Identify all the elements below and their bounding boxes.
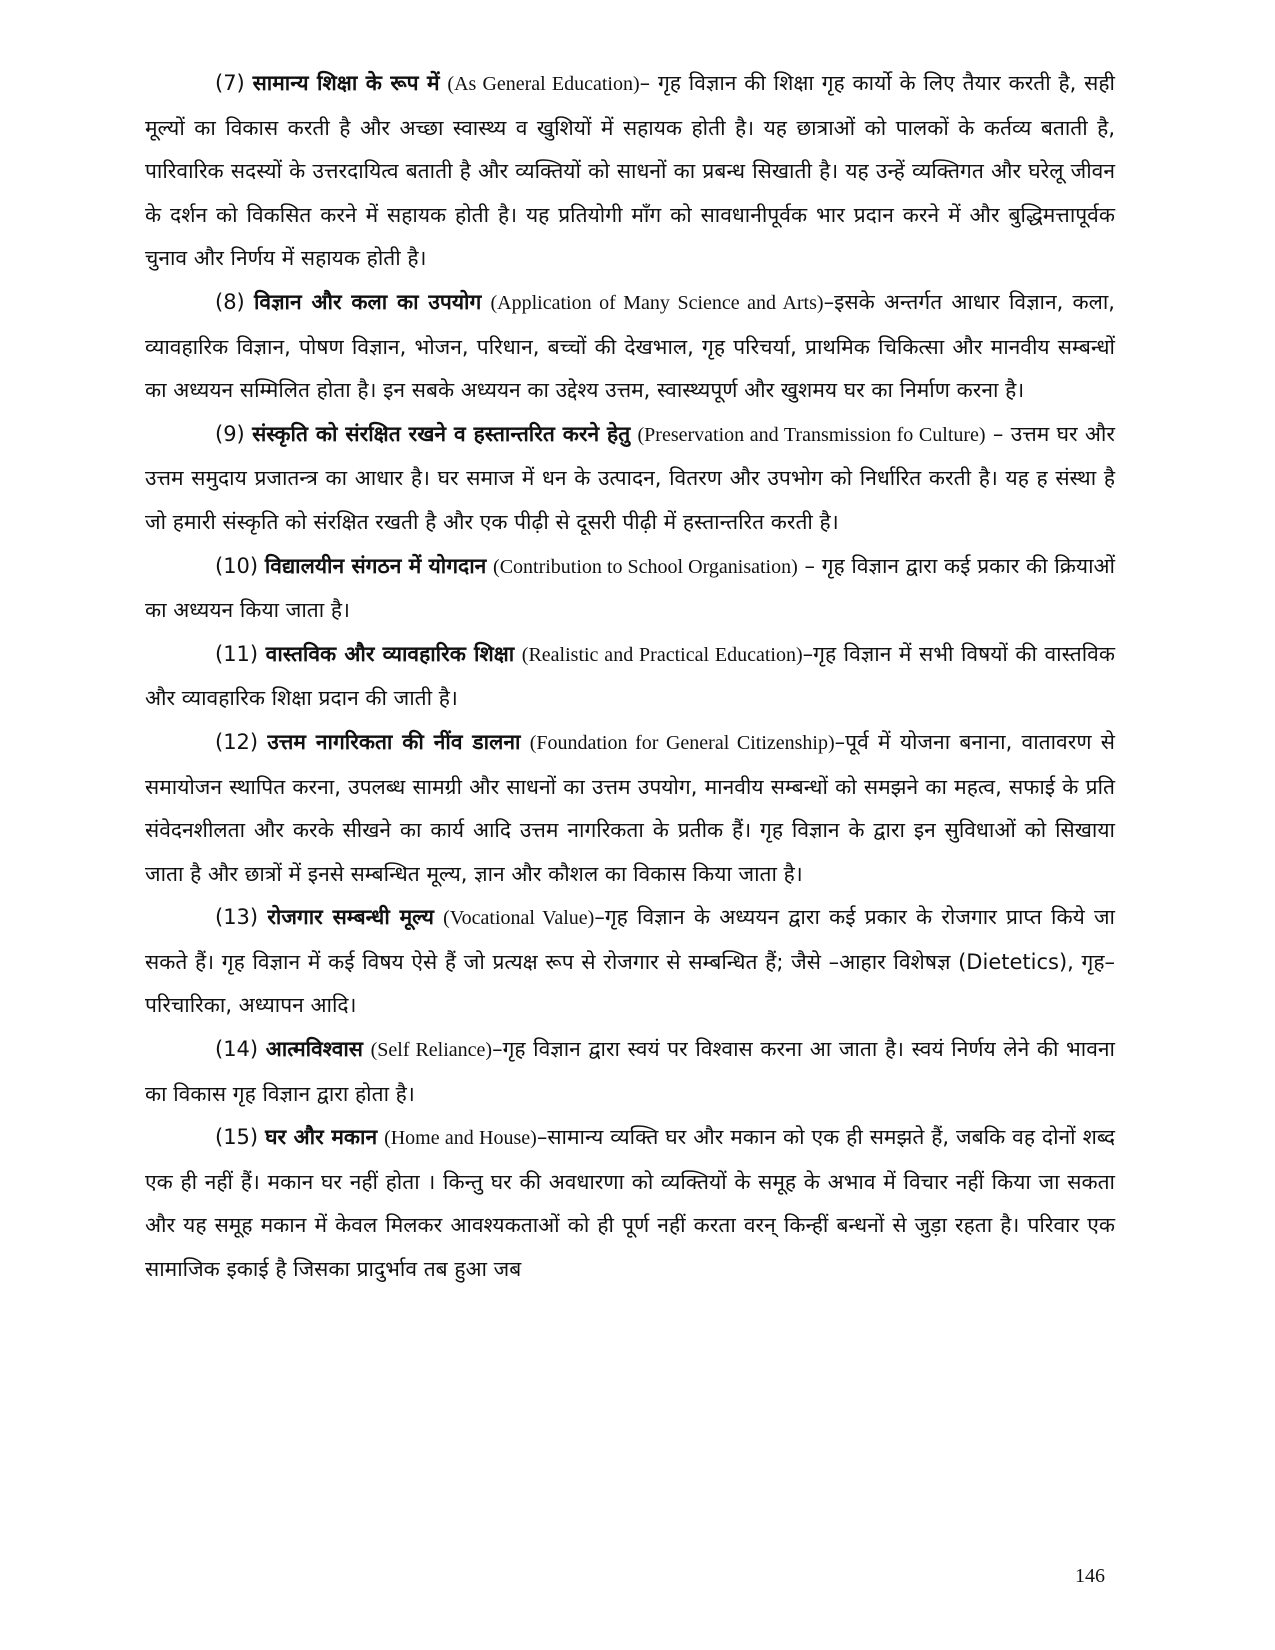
section-heading: संस्कृति को संरक्षित रखने व हस्तान्तरित करने हेतु [252, 421, 631, 446]
section-body: –पूर्व में योजना बनाना, वातावरण से समायोजन स्थापित करना, उपलब्ध सामग्री और साधनों का उत्तम उपयोग, मानवीय सम्बन्धों को समझने का महत्व, सफाई के प्रति संवेदनशीलता और करके सीखने का कार्य आदि उत्तम नागरिकता के प्रतीक हैं। गृह विज्ञान के द्वारा इन सुविधाओं को सिखाया जाता है और छात्रों में इनसे सम्बन्धित मूल्य, ज्ञान और कौशल का विकास किया जाता है। [145, 729, 1115, 886]
section-body: – गृह विज्ञान की शिक्षा गृह कार्यो के लिए तैयार करती है, सही मूल्यों का विकास करती है और अच्छा स्वास्थ्य व खुशियों में सहायक होती है। यह छात्राओं को पालकों के कर्तव्य बताती है, पारिवारिक सदस्यों के उत्तरदायित्व बताती है और व्यक्तियों को साधनों का प्रबन्ध सिखाती है। यह उन्हें व्यक्तिगत और घरेलू जीवन के दर्शन को विकसित करने में सहायक होती है। यह प्रतियोगी माँग को सावधानीपूर्वक भार प्रदान करने में और बुद्धिमत्तापूर्वक चुनाव और निर्णय में सहायक होती है। [145, 71, 1115, 271]
section-number: (11) [215, 641, 259, 666]
section-number: (13) [215, 905, 259, 930]
section-body: – गृह विज्ञान द्वारा कई प्रकार की क्रियाओं का अध्ययन किया जाता है। [145, 553, 1115, 623]
section-number: (8) [215, 289, 245, 314]
section-number: (15) [215, 1125, 259, 1150]
section-8 [145, 281, 1115, 413]
section-body: – उत्तम घर और उत्तम समुदाय प्रजातन्त्र का आधार है। घर समाज में धन के उत्पादन, वितरण और उपभोग को निर्धारित करती है। यह ह संस्था है जो हमारी संस्कृति को संरक्षित रखती है और एक पीढ़ी से दूसरी पीढ़ी में हस्तान्तरित करती है। [145, 421, 1115, 534]
page-number: 146 [1075, 1565, 1105, 1587]
section-heading: विद्यालयीन संगठन में योगदान [264, 553, 487, 578]
section-english-title: (Preservation and Transmission fo Culture) [637, 423, 986, 446]
section-13 [145, 896, 1115, 1028]
section-heading: उत्तम नागरिकता की नींव डालना [267, 729, 521, 754]
section-number: (10) [215, 553, 259, 578]
section-english-title: (Realistic and Practical Education) [521, 643, 803, 666]
section-english-title: (Home and House) [384, 1127, 537, 1150]
section-number: (14) [215, 1037, 259, 1062]
section-heading: विज्ञान और कला का उपयोग [253, 289, 482, 314]
section-english-title: (As General Education) [447, 73, 640, 95]
section-number: (12) [215, 729, 259, 754]
section-12 [145, 721, 1115, 896]
section-9 [145, 413, 1115, 545]
section-english-title: (Foundation for General Citizenship) [529, 731, 835, 754]
section-14 [145, 1028, 1115, 1116]
section-body: –इसके अन्तर्गत आधार विज्ञान, कला, व्यावहारिक विज्ञान, पोषण विज्ञान, भोजन, परिधान, बच्चों की देखभाल, गृह परिचर्या, प्राथमिक चिकित्सा और मानवीय सम्बन्धों का अध्ययन सम्मिलित होता है। इन सबके अध्ययन का उद्देश्य उत्तम, स्वास्थ्यपूर्ण और खुशमय घर का निर्माण करना है। [145, 289, 1115, 403]
section-10 [145, 545, 1115, 633]
section-body: –गृह विज्ञान द्वारा स्वयं पर विश्वास करना आ जाता है। स्वयं निर्णय लेने की भावना का विकास गृह विज्ञान द्वारा होता है। [145, 1037, 1115, 1106]
section-heading: वास्तविक और व्यावहारिक शिक्षा [265, 641, 515, 666]
section-heading: रोजगार सम्बन्धी मूल्य [267, 905, 434, 930]
section-number: (9) [215, 421, 245, 446]
section-body: –गृह विज्ञान के अध्ययन द्वारा कई प्रकार के रोजगार प्राप्त किये जा सकते हैं। गृह विज्ञान में कई विषय ऐसे हैं जो प्रत्यक्ष रूप से रोजगार से सम्बन्धित हैं; जैसे –आहार विशेषज्ञ (Dietetics), गृह–परिचारिका, अध्यापन आदि। [145, 905, 1115, 1018]
section-number: (7) [215, 71, 245, 95]
section-english-title: (Application of Many Science and Arts) [490, 291, 824, 314]
section-15 [145, 1116, 1115, 1291]
section-body: –सामान्य व्यक्ति घर और मकान को एक ही समझते हैं, जबकि वह दोनों शब्द एक ही नहीं हैं। मकान घर नहीं होता । किन्तु घर की अवधारणा को व्यक्तियों के समूह के अभाव में विचार नहीं किया जा सकता और यह समूह मकान में केवल मिलकर आवश्यकताओं को ही पूर्ण नहीं करता वरन् किन्हीं बन्धनों से जुड़ा रहता है। परिवार एक सामाजिक इकाई है जिसका प्रादुर्भाव तब हुआ जब [145, 1125, 1115, 1282]
section-heading: सामान्य शिक्षा के रूप में [252, 71, 440, 95]
section-11 [145, 633, 1115, 721]
section-7 [145, 62, 1115, 281]
section-english-title: (Vocational Value) [443, 907, 595, 930]
section-english-title: (Self Reliance) [370, 1039, 493, 1062]
section-english-title: (Contribution to School Organisation) [493, 555, 798, 578]
section-heading: घर और मकान [265, 1125, 378, 1150]
section-heading: आत्मविश्वास [265, 1037, 364, 1062]
document-body [145, 62, 1115, 1292]
section-body: –गृह विज्ञान में सभी विषयों की वास्तविक और व्यावहारिक शिक्षा प्रदान की जाती है। [145, 641, 1115, 711]
